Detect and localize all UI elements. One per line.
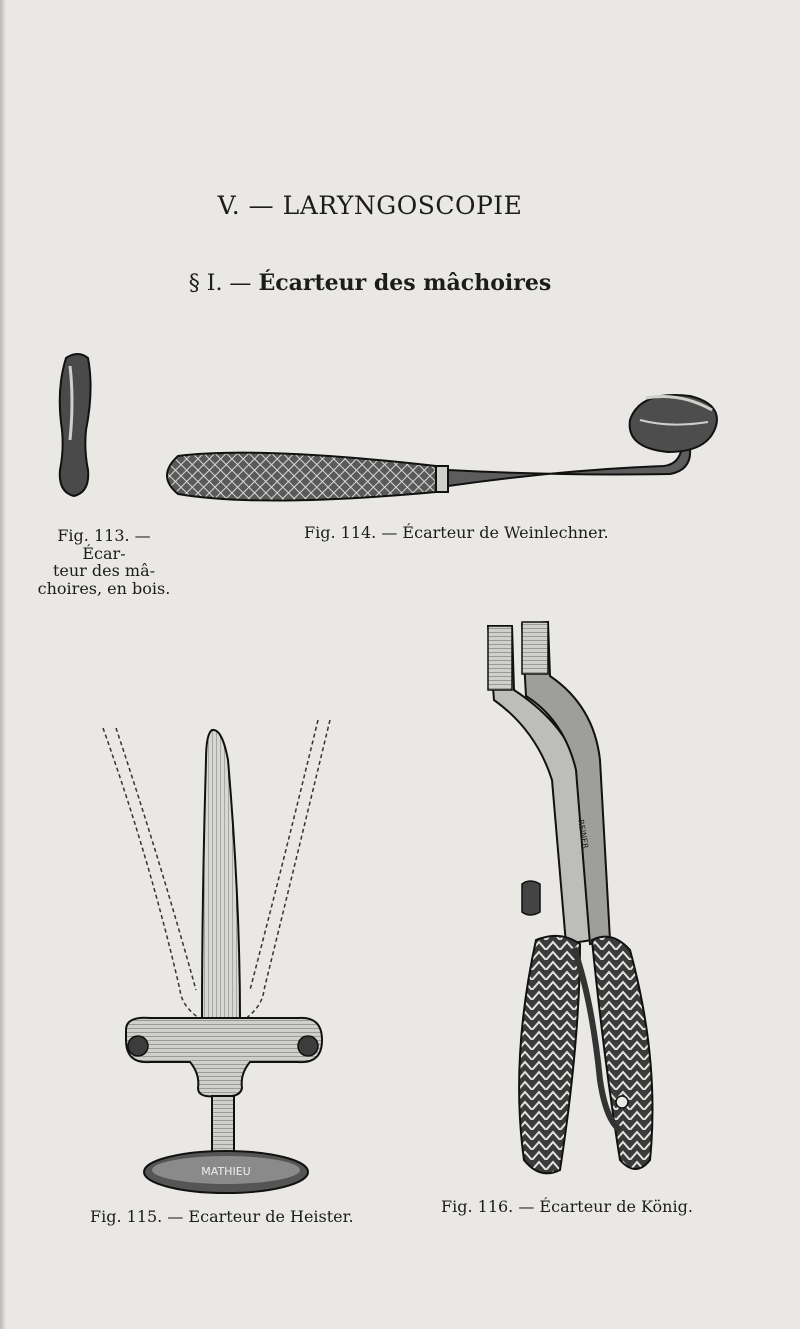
konig-stamp: REINER (576, 818, 591, 850)
heister-stamp: MATHIEU (201, 1165, 251, 1178)
section-title: Écarteur des mâchoires (258, 270, 552, 296)
caption-fig-115: Fig. 115. — Ecarteur de Heister. (90, 1207, 354, 1226)
caption-line: Fig. 113. — Écar- (57, 526, 151, 563)
konig-gag-figure (488, 622, 653, 1173)
caption-fig-116: Fig. 116. — Écarteur de König. (441, 1197, 693, 1216)
weinlechner-retractor-figure (167, 395, 717, 501)
wooden-gag-figure (60, 354, 91, 496)
heister-gag-figure (103, 720, 330, 1193)
caption-line: teur des mâ- (52, 561, 156, 581)
chapter-title: V. — LARYNGOSCOPIE (217, 191, 523, 220)
section-mark: § I. — (188, 271, 252, 296)
caption-fig-114: Fig. 114. — Écarteur de Weinlechner. (304, 523, 609, 542)
caption-line: choires, en bois. (37, 578, 171, 598)
caption-fig-113 (34, 527, 174, 597)
